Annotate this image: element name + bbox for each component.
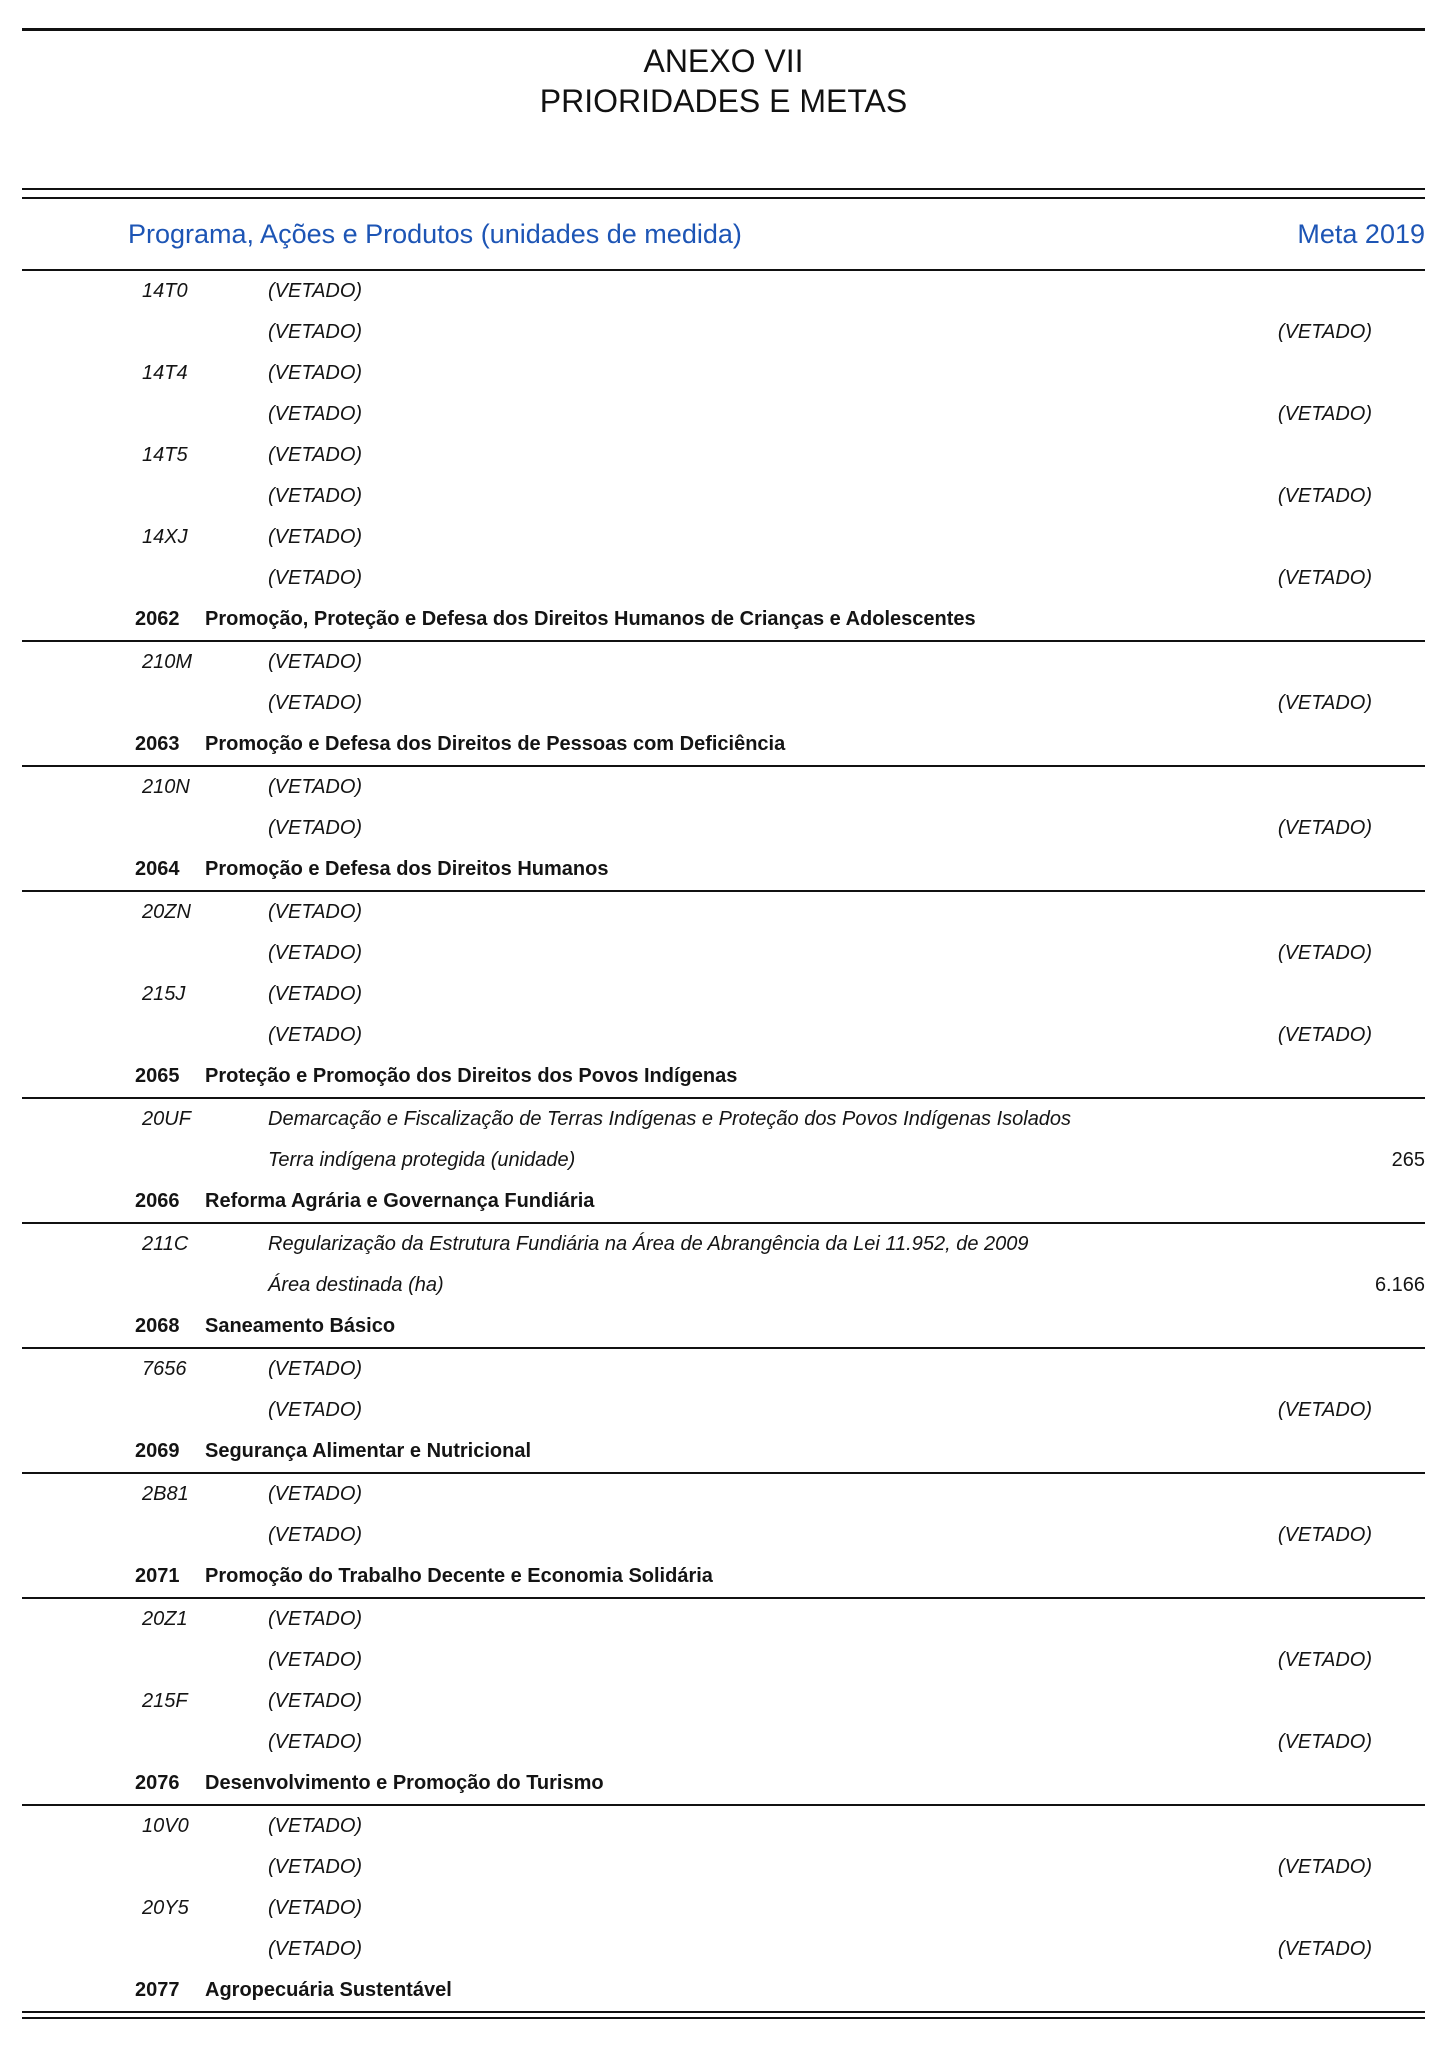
action-code: 20UF: [142, 1108, 191, 1130]
table-column-header: [22, 199, 1425, 271]
product-name: (VETADO): [268, 1938, 363, 1960]
program-title: Promoção e Defesa dos Direitos Humanos: [205, 858, 609, 880]
action-title: (VETADO): [268, 280, 363, 302]
meta-value: (VETADO): [1277, 567, 1372, 589]
column-meta-label: Meta 2019: [1297, 218, 1425, 249]
program-code: 2068: [135, 1315, 180, 1337]
product-row: [22, 933, 1425, 974]
action-title: (VETADO): [268, 651, 363, 673]
action-code: 2B81: [142, 1483, 189, 1505]
product-row: [22, 1390, 1425, 1431]
action-code: 210N: [142, 776, 190, 798]
action-title: (VETADO): [268, 901, 363, 923]
product-row: [22, 1722, 1425, 1763]
action-row: [22, 1681, 1425, 1722]
product-name: (VETADO): [268, 321, 363, 343]
product-name: (VETADO): [268, 567, 363, 589]
product-name: (VETADO): [268, 817, 363, 839]
action-row: [22, 1474, 1425, 1515]
action-row: [22, 1099, 1425, 1140]
product-row: [22, 312, 1425, 353]
product-name: Área destinada (ha): [268, 1274, 444, 1296]
program-code: 2065: [135, 1065, 180, 1087]
meta-value: (VETADO): [1277, 321, 1372, 343]
program-code: 2076: [135, 1772, 180, 1794]
action-code: 20Y5: [142, 1897, 189, 1919]
action-code: 215J: [142, 983, 186, 1005]
action-row: [22, 1349, 1425, 1390]
product-row: [22, 683, 1425, 724]
action-row: [22, 642, 1425, 683]
program-row: [22, 1056, 1425, 1099]
meta-value: (VETADO): [1277, 1731, 1372, 1753]
action-row: [22, 1806, 1425, 1847]
action-code: 14T0: [142, 280, 188, 302]
product-name: (VETADO): [268, 485, 363, 507]
product-name: (VETADO): [268, 1524, 363, 1546]
meta-value: (VETADO): [1277, 692, 1372, 714]
annex-title: ANEXO VII: [643, 43, 804, 79]
action-title: (VETADO): [268, 362, 363, 384]
action-code: 210M: [142, 651, 193, 673]
product-row: [22, 476, 1425, 517]
program-code: 2069: [135, 1440, 180, 1462]
action-row: [22, 271, 1425, 312]
action-row: [22, 435, 1425, 476]
program-title: Agropecuária Sustentável: [205, 1979, 452, 2001]
meta-value: 265: [1391, 1149, 1425, 1171]
product-row: [22, 558, 1425, 599]
column-programs-label: Programa, Ações e Produtos (unidades de medida): [128, 218, 742, 249]
product-name: (VETADO): [268, 942, 363, 964]
annex-subtitle: PRIORIDADES E METAS: [539, 83, 908, 119]
program-row: [22, 1763, 1425, 1806]
action-code: 215F: [142, 1690, 188, 1712]
program-row: [22, 1306, 1425, 1349]
action-title: (VETADO): [268, 1358, 363, 1380]
program-code: 2077: [135, 1979, 180, 2001]
action-code: 14XJ: [142, 526, 188, 548]
program-code: 2071: [135, 1565, 180, 1587]
action-code: 10V0: [142, 1815, 189, 1837]
program-row: [22, 724, 1425, 767]
action-code: 14T4: [142, 362, 188, 384]
action-code: 211C: [142, 1233, 189, 1255]
action-title: (VETADO): [268, 1608, 363, 1630]
document-title: [22, 41, 1425, 121]
meta-value: (VETADO): [1277, 403, 1372, 425]
product-row: [22, 1847, 1425, 1888]
action-code: 14T5: [142, 444, 188, 466]
meta-value: 6.166: [1374, 1274, 1425, 1296]
program-title: Saneamento Básico: [205, 1315, 396, 1337]
action-code: 20Z1: [142, 1608, 188, 1630]
bottom-rule: [22, 2017, 1425, 2019]
product-name: (VETADO): [268, 1024, 363, 1046]
meta-value: (VETADO): [1277, 942, 1372, 964]
program-row: [22, 599, 1425, 642]
product-row: [22, 1515, 1425, 1556]
meta-value: (VETADO): [1277, 1938, 1372, 1960]
action-title: Regularização da Estrutura Fundiária na Área de Abrangência da Lei 11.952, de 2009: [268, 1233, 1029, 1255]
action-title: (VETADO): [268, 983, 363, 1005]
action-row: [22, 517, 1425, 558]
meta-value: (VETADO): [1277, 1856, 1372, 1878]
product-row: [22, 808, 1425, 849]
meta-value: (VETADO): [1277, 1024, 1372, 1046]
program-code: 2063: [135, 733, 180, 755]
action-row: [22, 1599, 1425, 1640]
action-row: [22, 974, 1425, 1015]
program-code: 2064: [135, 858, 180, 880]
product-name: (VETADO): [268, 692, 363, 714]
action-title: (VETADO): [268, 1815, 363, 1837]
product-row: [22, 1640, 1425, 1681]
product-name: (VETADO): [268, 403, 363, 425]
program-code: 2062: [135, 608, 180, 630]
program-title: Promoção do Trabalho Decente e Economia Solidária: [205, 1565, 713, 1587]
product-name: (VETADO): [268, 1399, 363, 1421]
program-title: Proteção e Promoção dos Direitos dos Povos Indígenas: [205, 1065, 738, 1087]
product-row: [22, 1265, 1425, 1306]
program-title: Desenvolvimento e Promoção do Turismo: [205, 1772, 604, 1794]
action-title: (VETADO): [268, 444, 363, 466]
product-row: [22, 1140, 1425, 1181]
table-body: [22, 271, 1425, 2013]
header-double-rule: [22, 188, 1425, 199]
top-rule: [22, 28, 1425, 31]
program-title: Segurança Alimentar e Nutricional: [205, 1440, 532, 1462]
action-title: Demarcação e Fiscalização de Terras Indígenas e Proteção dos Povos Indígenas Isolados: [268, 1108, 1072, 1130]
action-row: [22, 353, 1425, 394]
product-name: (VETADO): [268, 1856, 363, 1878]
product-name: Terra indígena protegida (unidade): [268, 1149, 576, 1171]
meta-value: (VETADO): [1277, 1524, 1372, 1546]
action-title: (VETADO): [268, 1690, 363, 1712]
action-row: [22, 767, 1425, 808]
action-row: [22, 1888, 1425, 1929]
meta-value: (VETADO): [1277, 1649, 1372, 1671]
meta-value: (VETADO): [1277, 817, 1372, 839]
action-code: 7656: [142, 1358, 187, 1380]
action-row: [22, 892, 1425, 933]
program-row: [22, 1970, 1425, 2013]
program-title: Promoção e Defesa dos Direitos de Pessoas com Deficiência: [205, 733, 786, 755]
action-title: (VETADO): [268, 776, 363, 798]
action-title: (VETADO): [268, 1483, 363, 1505]
program-title: Promoção, Proteção e Defesa dos Direitos Humanos de Crianças e Adolescentes: [205, 608, 976, 630]
meta-value: (VETADO): [1277, 485, 1372, 507]
program-row: [22, 1431, 1425, 1474]
program-code: 2066: [135, 1190, 180, 1212]
meta-value: (VETADO): [1277, 1399, 1372, 1421]
product-row: [22, 1929, 1425, 1970]
program-row: [22, 1556, 1425, 1599]
program-row: [22, 1181, 1425, 1224]
action-row: [22, 1224, 1425, 1265]
product-row: [22, 1015, 1425, 1056]
product-row: [22, 394, 1425, 435]
program-row: [22, 849, 1425, 892]
product-name: (VETADO): [268, 1731, 363, 1753]
action-code: 20ZN: [142, 901, 191, 923]
action-title: (VETADO): [268, 526, 363, 548]
action-title: (VETADO): [268, 1897, 363, 1919]
program-title: Reforma Agrária e Governança Fundiária: [205, 1190, 595, 1212]
document-page: [0, 28, 1447, 2019]
product-name: (VETADO): [268, 1649, 363, 1671]
